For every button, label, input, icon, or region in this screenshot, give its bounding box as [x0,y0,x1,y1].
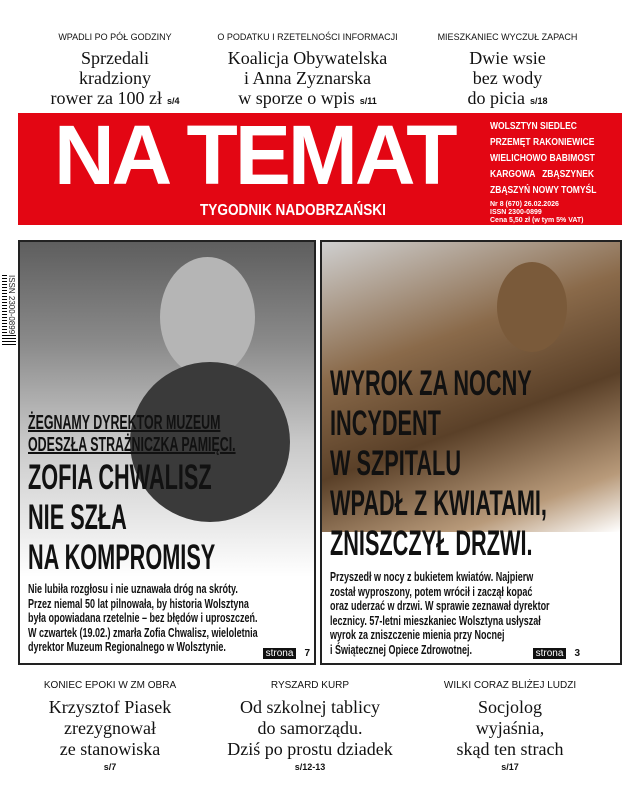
masthead [18,113,622,225]
masthead-subtitle: TYGODNIK NADOBRZAŃSKI [200,202,386,219]
towns-list: WOLSZTYN SIEDLEC PRZEMĘT RAKONIEWICE WIELICHOWO BABIMOST KARGOWA ZBĄSZYNEK ZBĄSZYŃ NOWY TOMYŚL [490,121,597,196]
teaser-wolves[interactable] [415,680,605,773]
story-headline: ZOFIA CHWALISZ NIE SZŁA NA KOMPROMISY [28,458,216,577]
teaser-kicker: WILKI CORAZ BLIŻEJ LUDZI [443,680,577,691]
teaser-headline: Od szkolnej tablicy do samorządu. Dziś po prostu dziadek s/12-13 [205,697,415,773]
teaser-coalition[interactable] [205,32,410,111]
teaser-headline: Socjolog wyjaśnia, skąd ten strach s/17 [415,697,605,773]
story-body: Przyszedł w nocy z bukietem kwiatów. Najpierw został wyproszony, potem wrócił i zaczął kopać oraz uderzać w drzwi. W sprawie zeznawał dyrektor lecznicy. 57-letni mieszkaniec Wolsztyna usłyszał wyrok za zniszczenie mienia przy Nocnej i Świątecznej Opiece Zdrowotnej. [330,570,550,657]
page-ref: strona 7 [263,648,310,660]
teaser-kicker: MIESZKANIEC WYCZUŁ ZAPACH [437,32,578,42]
teaser-headline: Dwie wsie bez wody do picia s/18 [467,48,548,108]
logo: NA TEMAT [54,113,455,202]
story-kicker: ŻEGNAMY DYREKTOR MUZEUM ODESZŁA STRAŻNICZKA PAMIĘCI. [28,412,236,456]
page-ref: s/7 [103,762,117,772]
teaser-kicker: WPADLI PO PÓŁ GODZINY [58,32,172,42]
page-ref: strona 3 [533,648,580,660]
page-ref: s/4 [166,96,180,106]
teaser-water[interactable] [415,32,600,111]
teaser-ryszard-kurp[interactable] [205,680,415,773]
page-ref: s/12-13 [294,762,326,772]
teaser-kicker: KONIEC EPOKI W ZM OBRA [43,680,177,691]
story-zofia-chwalisz[interactable] [18,240,316,665]
teaser-headline: Sprzedali kradziony rower za 100 zł s/4 [50,48,180,108]
story-hospital-verdict[interactable] [320,240,622,665]
page-ref: s/18 [529,96,548,106]
teaser-stolen-bike[interactable] [25,32,205,111]
teaser-headline: Krzysztof Piasek zrezygnował ze stanowiska s/7 [15,697,205,773]
story-body: Nie lubiła rozgłosu i nie uznawała dróg na skróty. Przez niemal 50 lat pilnowała, by historia Wolsztyna była opowiadana rzetelnie – bez błędów i uproszczeń. W czwartek (19.02.) zmarła Zofia Chwalisz, wieloletnia dyrektor Muzeum Regionalnego w Wolsztynie. [28,582,258,654]
barcode: ISSN 2300-0899 [2,275,16,345]
teaser-kicker: O PODATKU I RZETELNOŚCI INFORMACJI [217,32,398,42]
page-ref: s/11 [359,96,377,106]
teaser-headline: Koalicja Obywatelska i Anna Zyznarska w sporze o wpis s/11 [227,48,388,108]
teaser-resignation[interactable] [15,680,205,773]
page-ref: s/17 [501,762,519,772]
story-headline: WYROK ZA NOCNY INCYDENT W SZPITALU WPADŁ Z KWIATAMI, ZNISZCZYŁ DRZWI. [330,364,547,563]
teaser-kicker: RYSZARD KURP [270,680,350,691]
issue-info: Nr 8 (670) 26.02.2026 ISSN 2300-0899 Cena 5,50 zł (w tym 5% VAT) [490,201,584,224]
